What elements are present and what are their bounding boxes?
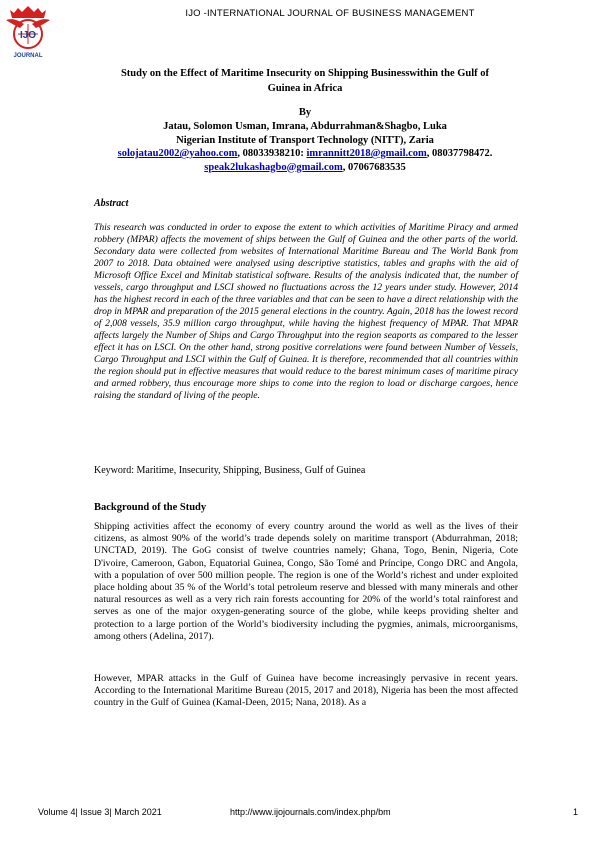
institution: Nigerian Institute of Transport Technology (NITT), Zaria [176,134,434,146]
title-line-2: Guinea in Africa [267,83,343,94]
page-number: 1 [572,807,578,817]
email-link-1[interactable]: solojatau2002@yahoo.com [117,148,238,159]
email-link-3[interactable]: speak2lukashagbo@gmail.com [204,161,343,173]
background-paragraph-1: Shipping activities affect the economy of every country around the world as well as the lives of their citizens, as almost 90% of the world’s trade depends solely on maritime transport (Abdurrahman, 2018; UNCTAD, 2019). The GoG consist of twelve countries namely; Ghana, Togo, Benin, Nigeria, Cote D'ivoire, Cameroon, Gabon, Equatorial Guinea, Congo, São Tomé and Príncipe, Congo DRC and Angola, with a population of over 500 million people. The region is one of the World’s richest and under exploited place holding about 35 % of the World’s total petroleum reserve and blessed with many minerals and other natural resources as well as a very rich rain forests accounting for 20% of the world’s total rainforest and serves as one of the major oxygen-generating source of the globe, while keeps providing shelter and protection to a large portion of the World’s biodiversity including the pygmies, animals, microorganisms, among others (Adelina, 2017). [94,521,518,642]
journal-logo [4,4,52,62]
running-head: IJO -INTERNATIONAL JOURNAL OF BUSINESS MANAGEMENT [185,8,475,19]
svg-text:IJO: IJO [19,30,37,41]
author-names: Jatau, Solomon Usman, Imrana, Abdurrahman&Shagbo, Luka [163,121,447,132]
author-block [80,120,530,174]
background-paragraph-2: However, MPAR attacks in the Gulf of Guinea have become increasingly pervasive in recent years. According to the International Maritime Bureau (2015, 2017 and 2018), Nigeria has been the most affected country in the Gulf of Guinea (Kamal-Deen, 2015; Nana, 2018). As a [94,673,518,709]
abstract-body: This research was conducted in order to expose the extent to which activities of Maritime Piracy and armed robbery (MPAR) affects the movement of ships between the Gulf of Guinea and the other parts of the world. Secondary data were collected from websites of International Maritime Bureau and The World Bank from 2007 to 2018. Data obtained were analysed using descriptive statistics, tables and graphs with the aid of Microsoft Office Excel and Minitab statistical software. Results of the analysis indicated that, the number of vessels, cargo throughput and LSCI showed no fluctuations across the 12 years under study. However, 2014 has the highest record in each of the three variables and that can be seen to have a direct relationship with the drop in MPAR and preparation of the 2015 general elections in the country. Again, 2018 has the lowest record of 2,008 vessels, 35.9 million cargo throughput, while having the highest frequency of MPAR. That MPAR affects largely the Number of Ships and Cargo Throughput into the region seaports as compared to the lesser effect it has on LSCI. On the other hand, strong positive correlations were found between Number of Vessels, Cargo Throughput and LSCI within the Gulf of Guinea. It is therefore, recommended that all countries within the region should put in effective measures that would reduce to the barest minimum cases of maritime piracy and armed robbery, thus encourage more ships to come into the region to load or discharge cargoes, hence raising the standard of living of the people. [94,222,518,401]
by-label: By [298,107,312,118]
phone-2: , 08037798472. [426,148,493,159]
background-heading: Background of the Study [94,502,207,513]
contact-line-1 [80,147,530,161]
article-title [95,66,515,96]
abstract-heading: Abstract [94,198,129,209]
phone-3: , 07067683535 [342,161,406,173]
keywords: Keyword: Maritime, Insecurity, Shipping, Business, Gulf of Guinea [94,465,366,476]
footer-url[interactable]: http://www.ijojournals.com/index.php/bm [230,807,391,817]
email-link-2[interactable]: imrannitt2018@gmail.com [306,148,427,159]
svg-text:JOURNAL: JOURNAL [13,53,43,59]
title-line-1: Study on the Effect of Maritime Insecurity on Shipping Businesswithin the Gulf of [120,68,490,79]
phone-1: , 08033938210: [237,148,307,159]
contact-line-2 [80,161,530,175]
footer-volume: Volume 4| Issue 3| March 2021 [38,807,162,817]
